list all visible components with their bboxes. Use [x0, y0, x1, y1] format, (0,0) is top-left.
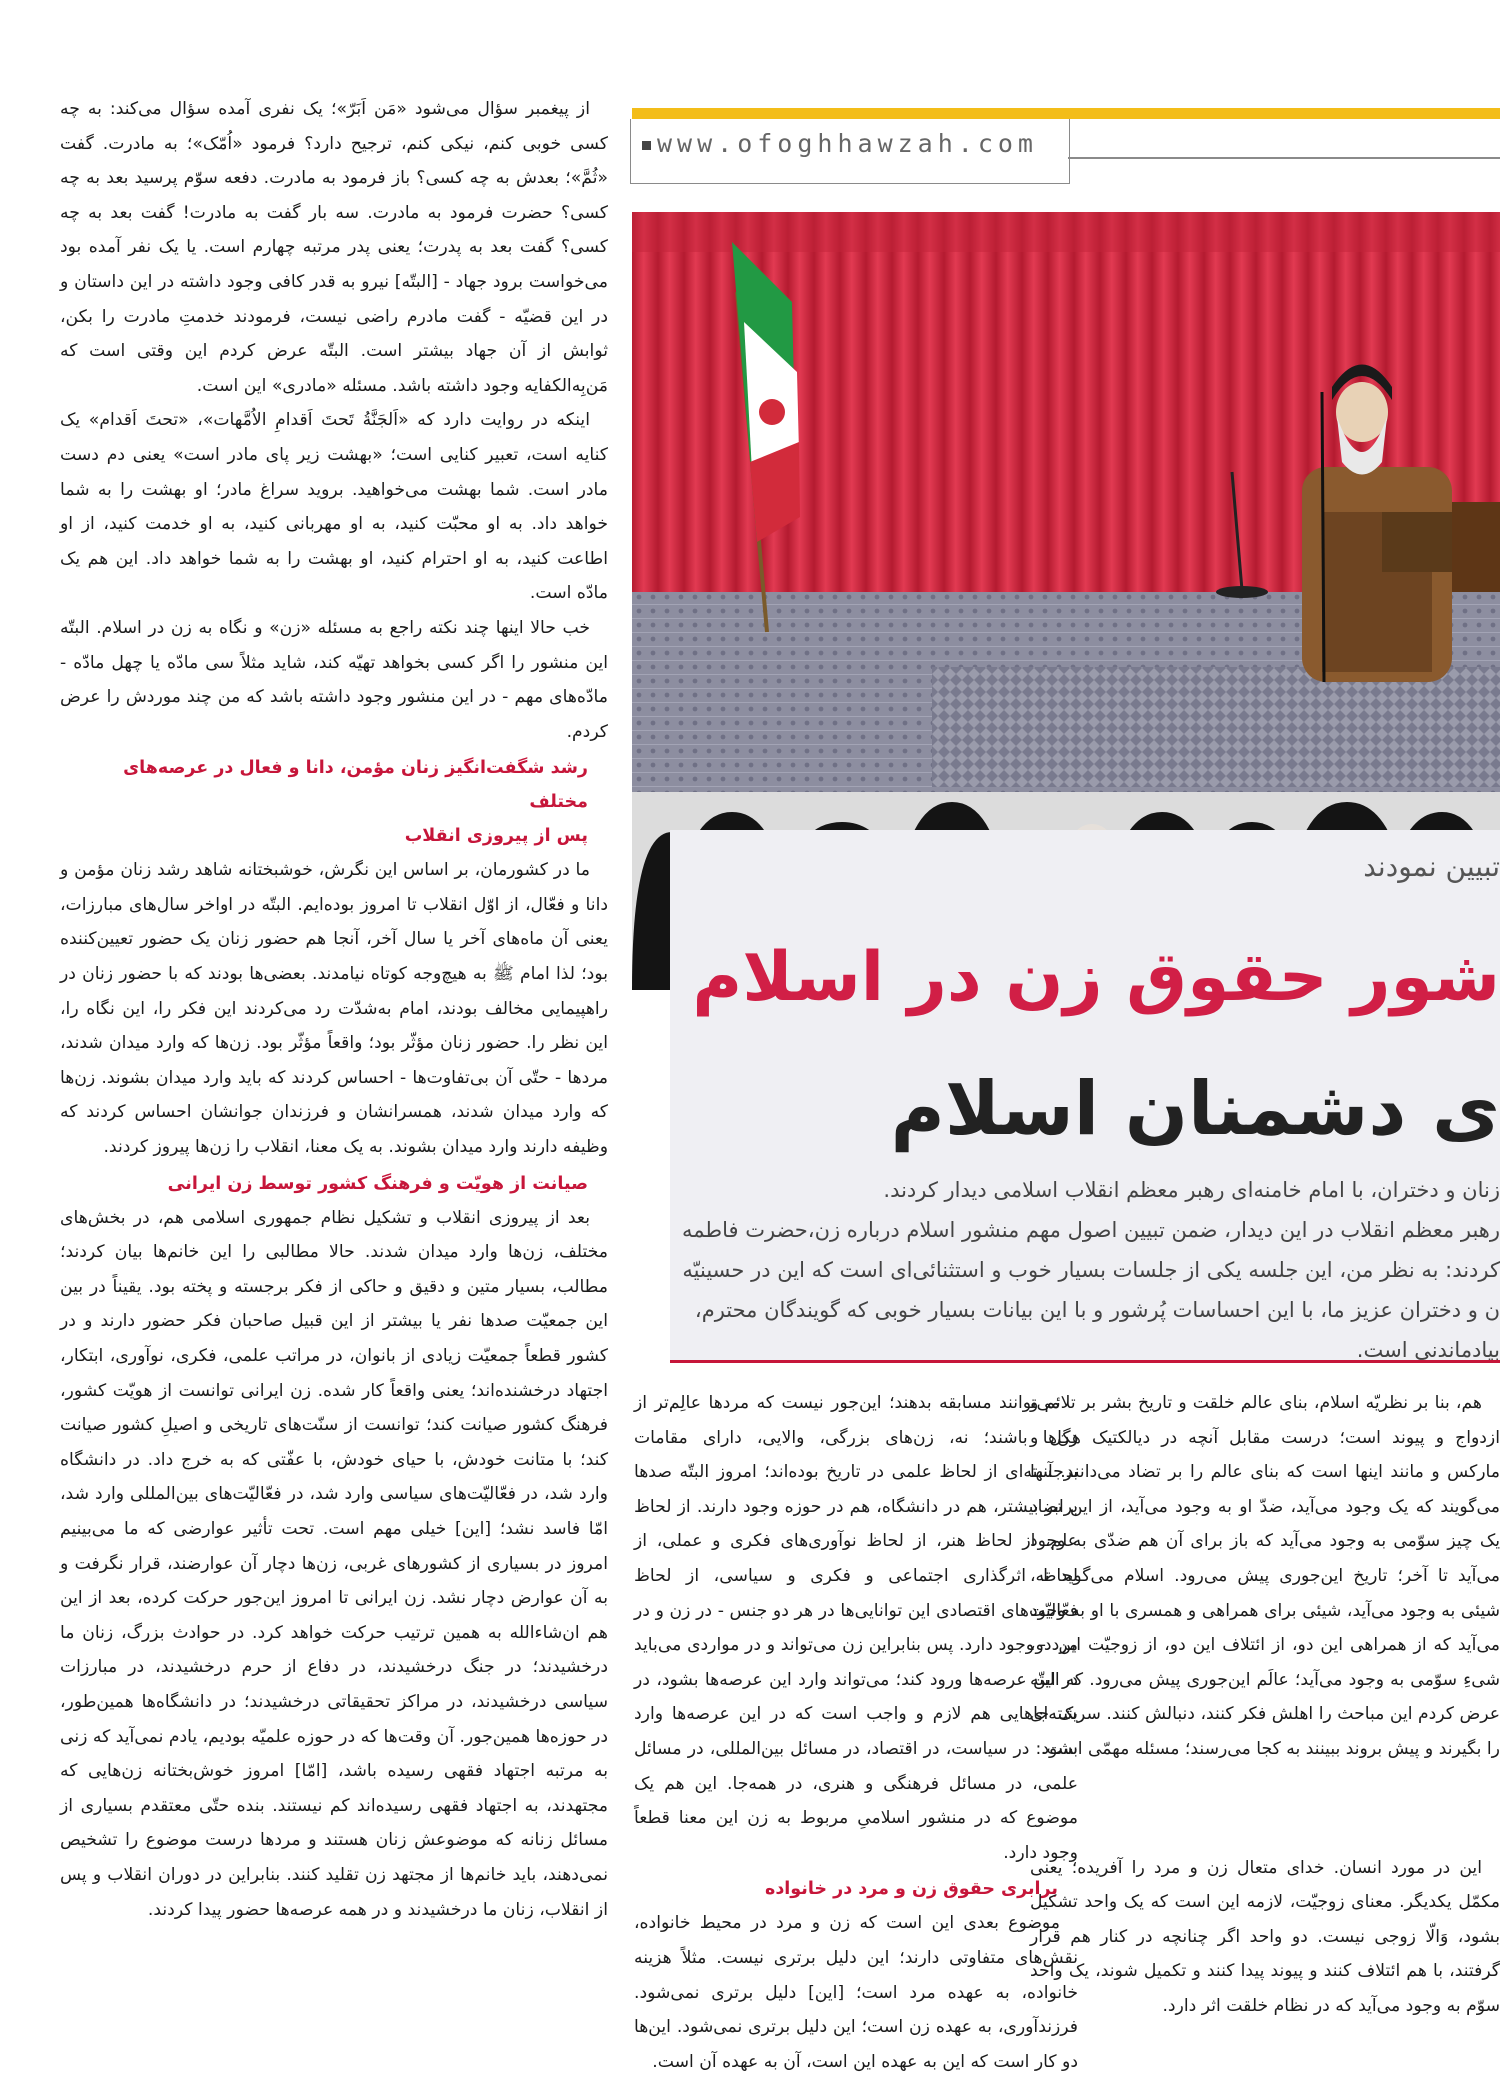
body-paragraph: این در مورد انسان. خدای متعال زن و مرد را آفریده؛ یعنی مکمّل یکدیگر. معنای زوجیّت، لازمه این است که یک واحد تشکیل بشود، وَالّا زوجی نیست. دو واحد اگر چنانچه در کنار هم قرار گرفتند، با هم ائتلاف کنند و پیوند پیدا کنند و تکمیل شوند، یک واحد سوّم به وجود می‌آید که در نظام خلقت اثر دارد.	[1030, 1857, 1500, 2016]
article-title-line-1: شور حقوق زن در اسلام	[692, 938, 1500, 1017]
lead-line: رهبر معظم انقلاب در این دیدار، ضمن تبیین اصول مهم منشور اسلام درباره زن،حضرت فاطمه	[682, 1218, 1500, 1242]
article-title-line-2: ی دشمنان اسلام	[890, 1066, 1500, 1152]
middle-text-column	[634, 1386, 1078, 2079]
body-paragraph: بعد از پیروزی انقلاب و تشکیل نظام جمهوری اسلامی هم، در بخش‌های مختلف، زن‌ها وارد میدان شدند. حالا مطالبی را این خانم‌ها بیان کردند؛ مطالب، بسیار متین و دقیق و حاکی از فکر برجسته و پخته بود. یقیناً در بین این جمعیّت صدها نفر یا بیشتر از این قبیل صاحبان فکر حضور دارند و در کشور قطعاً جمعیّت زیادی از بانوان، در مراتب علمی، فکری، نوآوری، ابتکار، اجتهاد درخشنده‌اند؛ یعنی واقعاً کار شده. زن ایرانی توانست از هویّت کشور، فرهنگ کشور صیانت کند؛ توانست از سنّت‌های تاریخی و اصیلِ کشور صیانت کند؛ با متانت خودش، با حیای خودش، با عفّتی که به خرج داد. در دانشگاه وارد شد، در فعّالیّت‌های سیاسی وارد شد، در فعّالیّت‌های بین‌المللی وارد شد، امّا فاسد نشد؛ [این] خیلی مهم است. تحت تأثیر عوارضی که ما می‌بینیم امروز در بسیاری از کشورهای غربی، زن‌ها دچار آن عوارضند، قرار نگرفت و به آن عوارض دچار نشد. زن ایرانی تا امروز این‌جور حرکت کرده، بعد از این هم ان‌شاءالله به همین ترتیب حرکت خواهد کرد. در حوادث بزرگ، زنان ما درخشیدند؛ در جنگ درخشیدند، در دفاع از حرم درخشیدند، در مبارزات سیاسی درخشیدند، در مراکز تحقیقاتی درخشیدند؛ در دانشگاه‌ها همین‌طور، در حوزه‌ها همین‌جور. آن وقت‌ها که در حوزه علمیّه بودیم، یادم نمی‌آید که زنی به مرتبه اجتهاد فقهی رسیده باشد، [امّا] امروز خوش‌بختانه زن‌هایی که مجتهدند، به اجتهاد فقهی رسیده‌اند کم نیستند. بنده حتّی معتقدم بسیاری از مسائل زنانه که موضوعش زنان هستند و مردها درست موضوع را تشخیص نمی‌دهند، باید خانم‌ها از مجتهد زن تقلید کنند. بنابراین در دوران انقلاب و پس از انقلاب، زنان ما درخشیدند و در همه عرصه‌ها حضور پیدا کردند.	[60, 1207, 608, 1920]
section-heading-line: پس از پیروزی انقلاب	[404, 826, 588, 847]
left-text-column	[60, 92, 608, 1927]
section-heading: برابری حقوق زن و مرد در خانواده	[764, 1879, 1058, 1900]
site-url[interactable]: www.ofoghhawzah.com	[657, 129, 1038, 158]
article-title-box	[670, 830, 1500, 1363]
article-kicker: تبیین نمودند	[1363, 850, 1500, 883]
body-paragraph: اینکه در روایت دارد که «اَلجَنَّةُ تَحتَ اَقدامِ الاُمَّهات»، «تحتَ اَقدام» یک کنایه است، تعبیر کنایی است؛ «بهشت زیر پای مادر است» یعنی دم دست مادر است. شما بهشت می‌خواهید. بروید سراغ مادر؛ او بهشت را به شما خواهد داد. به او محبّت کنید، به او مهربانی کنید، به او خدمت کنید، از او اطاعت کنید، به او احترام کنید، او بهشت را به شما خواهد داد. این هم یک مادّه است.	[60, 410, 608, 604]
lead-line: کردند: به نظر من، این جلسه یکی از جلسات بسیار خوب و استثنائی‌ای است که این در حسینیّه	[682, 1258, 1500, 1282]
header-accent-bar	[632, 108, 1500, 119]
lead-line: ن و دختران عزیز ما، با این احساسات پُرشور و با این بیانات بسیار خوبی که گویندگان محترم،	[694, 1298, 1500, 1322]
section-heading	[60, 751, 608, 853]
body-paragraph: می‌توانند مسابقه بدهند؛ این‌جور نیست که مردها عالِم‌تر از زن‌ها باشند؛ نه، زن‌های بزرگی، والایی، دارای مقامات برجسته‌ای از لحاظ علمی در تاریخ بوده‌اند؛ امروز البتّه صدها برابر بیشتر، هم در دانشگاه، هم در حوزه وجود دارند. از لحاظ علم، از لحاظ هنر، از لحاظ نوآوری‌های فکری و عملی، از لحاظ اثرگذاری اجتماعی و فکری و سیاسی، از لحاظ فعّالیّت‌های اقتصادی این توانایی‌ها در هر دو جنس - در زن و در مرد - وجود دارد. پس بنابراین زن می‌تواند و در مواردی می‌باید در این عرصه‌ها ورود کند؛ می‌تواند وارد این عرصه‌ها بشود، در یک جاهایی هم لازم و واجب است که در این عرصه‌ها وارد بشود: در سیاست، در اقتصاد، در مسائل بین‌المللی، در مسائل علمی، در مسائل فرهنگی و هنری، در همه‌جا. این هم یک موضوع که در منشور اسلامیِ مربوط به زن این معنا قطعاً وجود دارد.	[634, 1393, 1078, 1863]
body-paragraph: موضوع بعدی این است که زن و مرد در محیط خانواده، نقش‌های متفاوتی دارند؛ این دلیل برتری نیست. مثلاً هزینه خانواده، به عهده مرد است؛ [این] دلیل برتری نمی‌شود. فرزندآوری، به عهده زن است؛ این دلیل برتری نمی‌شود. این‌ها دو کار است که این به عهده این است، آن به عهده آن است.	[634, 1913, 1078, 2072]
right-text-column	[1030, 1386, 1500, 2083]
body-paragraph: خب حالا اینها چند نکته راجع به مسئله «زن» و نگاه به زن در اسلام. البتّه این منشور را اگر کسی بخواهد تهیّه کند، شاید مثلاً سی مادّه یا چهل مادّه - مادّه‌های مهم - در این منشور وجود داشته باشد که من چند موردش را عرض کردم.	[60, 617, 608, 742]
article-lead	[500, 1170, 1500, 1370]
section-heading: صیانت از هویّت و فرهنگ کشور توسط زن ایرانی	[167, 1173, 588, 1194]
lead-line: بیادماندنی است.	[1356, 1338, 1500, 1362]
body-paragraph: هم، بنا بر نظریّه اسلام، بنای عالم خلقت و تاریخ بشر بر تلائم و ازدواج و پیوند است؛ درست مقابل آنچه در دیالکتیک هگل و مارکس و مانند اینها است که بنای عالم را بر تضاد می‌دانند. آنها می‌گویند که یک وجود می‌آید، ضدّ او به وجود می‌آید، از این تضاد یک چیز سوّمی به وجود می‌آید که باز برای آن هم ضدّی به وجود می‌آید تا آخر؛ تاریخ این‌جوری پیش می‌رود. اسلام می‌گوید نه، شیئی به وجود می‌آید، شیئی برای همراهی و همسری با او به وجود می‌آید که از همراهی این دو، از ائتلاف این دو، از زوجیّت این دو، شیءِ سوّمی به وجود می‌آید؛ عالَم این‌جوری پیش می‌رود. که البتّه عرض کردم این مباحث را اهلش فکر کنند، دنبالش کنند. سرشته‌ای را بگیرند و پیش بروند ببینند به کجا می‌رسند؛ مسئله مهمّی است.	[1030, 1393, 1500, 1759]
body-paragraph: از پیغمبر سؤال می‌شود «مَن اَبَرّ»؛ یک نفری آمده سؤال می‌کند: به چه کسی خوبی کنم، نیکی کنم، ترجیح دارد؟ فرمود «اُمّک»؛ به مادرت. گفت «ثُمَّ»؛ بعدش به چه کسی؟ باز فرمود به مادرت. دفعه سوّم پرسید بعد به چه کسی؟ حضرت فرمود به مادرت. سه بار گفت به مادرت! گفت بعد به چه کسی؟ گفت بعد به پدرت؛ یعنی پدر مرتبه چهارم است. یا یک نفر آمده بود می‌خواست برود جهاد - [البتّه] نیرو به قدر کافی وجود داشته در این داستان و در این قضیّه - گفت مادرم راضی نیست، فرمودند خدمتِ مادرت را بکن، ثوابش از آن جهاد بیشتر است. البتّه عرض کردم این وقتی است که مَن‌بِه‌الکفایه وجود داشته باشد. مسئله «مادری» این است.	[60, 99, 608, 396]
lead-line: زنان و دختران، با امام خامنه‌ای رهبر معظم انقلاب اسلامی دیدار کردند.	[883, 1178, 1500, 1202]
body-paragraph: ما در کشورمان، بر اساس این نگرش، خوشبختانه شاهد رشد زنان مؤمن و دانا و فعّال، از اوّل انقلاب تا امروز بوده‌ایم. البتّه در اواخر سال‌های مبارزات، یعنی آن ماه‌های آخر یا سال آخر، آنجا هم حضور زنان یک حضور تعیین‌کننده بود؛ لذا امام ﷺ به هیچ‌وجه کوتاه نیامدند. بعضی‌ها بودند که با حضور زنان در راهپیمایی مخالف بودند، امام به‌شدّت رد می‌کردند این فکر را، این نگاه را، این نظر را. حضور زنان مؤثّر بود؛ واقعاً مؤثّر بود. زن‌ها که وارد میدان شدند، مردها - حتّی آن بی‌تفاوت‌ها - احساس کردند که باید وارد میدان بشوند. زن‌ها که وارد میدان شدند، همسرانشان و فرزندان جوانشان احساس کردند که وظیفه دارند وارد میدان بشوند. به یک معنا، انقلاب را زن‌ها پیروز کردند.	[60, 860, 608, 1158]
site-url-box	[630, 119, 1070, 184]
section-heading-line: رشد شگفت‌انگیز زنان مؤمن، دانا و فعال در عرصه‌های مختلف	[123, 758, 588, 813]
header-rule	[1068, 157, 1500, 159]
bullet-square-icon	[642, 141, 651, 150]
